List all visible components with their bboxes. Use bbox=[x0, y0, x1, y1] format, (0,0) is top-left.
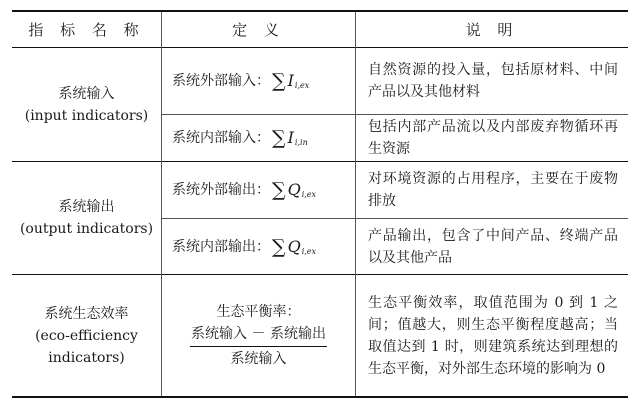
sum-symbol: ∑ bbox=[272, 235, 286, 258]
description-cell: 包括内部产品流以及内部废弃物循环再生资源 bbox=[368, 119, 618, 157]
indicator-name-en: (output indicators) bbox=[19, 221, 154, 237]
variable: Q bbox=[287, 236, 301, 256]
definition-label: 系统内部输入： bbox=[172, 130, 270, 146]
indicator-name: 系统生态效率 bbox=[44, 305, 129, 322]
definition-label: 系统内部输出： bbox=[172, 238, 270, 255]
subscript: i,ex bbox=[301, 190, 317, 199]
definition-formula bbox=[172, 179, 316, 201]
header-definition bbox=[162, 12, 355, 47]
header-definition-label: 定 义 bbox=[232, 20, 285, 39]
subscript: i,ex bbox=[301, 246, 317, 256]
indicator-name: 系统输出 bbox=[58, 199, 115, 215]
definition-formula bbox=[172, 236, 316, 258]
sum-symbol: ∑ bbox=[272, 179, 286, 201]
definition-title: 生态平衡率： bbox=[216, 304, 301, 320]
indicator-name-en-cont: indicators) bbox=[48, 349, 125, 366]
fraction-denominator: 系统输入 bbox=[230, 351, 287, 367]
indicator-name-output bbox=[12, 162, 161, 274]
subscript: i,in bbox=[294, 138, 308, 147]
definition-cell bbox=[172, 48, 355, 114]
header-name: 指 标 名 称 bbox=[28, 20, 145, 39]
description-cell: 对环境资源的占用程序，主要在于废物排放 bbox=[368, 171, 618, 209]
sum-symbol: ∑ bbox=[272, 127, 286, 149]
variable: I bbox=[287, 128, 294, 147]
ratio-fraction bbox=[190, 323, 327, 370]
fraction-numerator: 系统输入 － 系统输出 bbox=[190, 323, 327, 347]
indicator-table bbox=[12, 10, 628, 398]
definition-label: 系统外部输出： bbox=[172, 182, 270, 198]
definition-cell bbox=[172, 162, 355, 218]
indicator-name-en: (eco-efficiency bbox=[35, 327, 138, 344]
indicator-name-en: (input indicators) bbox=[24, 107, 149, 124]
sum-symbol: ∑ bbox=[272, 70, 286, 92]
indicator-name: 系统输入 bbox=[58, 85, 115, 102]
indicator-name-input bbox=[12, 48, 161, 161]
bottom-rule bbox=[12, 396, 628, 398]
subscript: i,ex bbox=[294, 81, 310, 90]
indicator-name-eco bbox=[12, 275, 161, 396]
description-cell: 产品输出，包含了中间产品、终端产品以及其他产品 bbox=[368, 227, 618, 266]
header-description: 说 明 bbox=[465, 20, 519, 39]
definition-cell bbox=[172, 115, 355, 161]
variable: I bbox=[287, 71, 294, 90]
definition-formula bbox=[172, 70, 309, 92]
definition-cell bbox=[162, 275, 355, 396]
description-cell: 自然资源的投入量，包括原材料、中间产品以及其他材料 bbox=[368, 62, 618, 100]
variable: Q bbox=[287, 180, 301, 199]
description-cell: 生态平衡效率，取值范围为 0 到 1 之间；值越大，则生态平衡程度越高；当取值达到 1 时，则建筑系统达到理想的生态平衡，对外部生态环境的影响为 0 bbox=[368, 294, 618, 377]
definition-cell bbox=[172, 219, 355, 274]
definition-formula bbox=[172, 127, 308, 149]
definition-label: 系统外部输入： bbox=[172, 73, 270, 89]
